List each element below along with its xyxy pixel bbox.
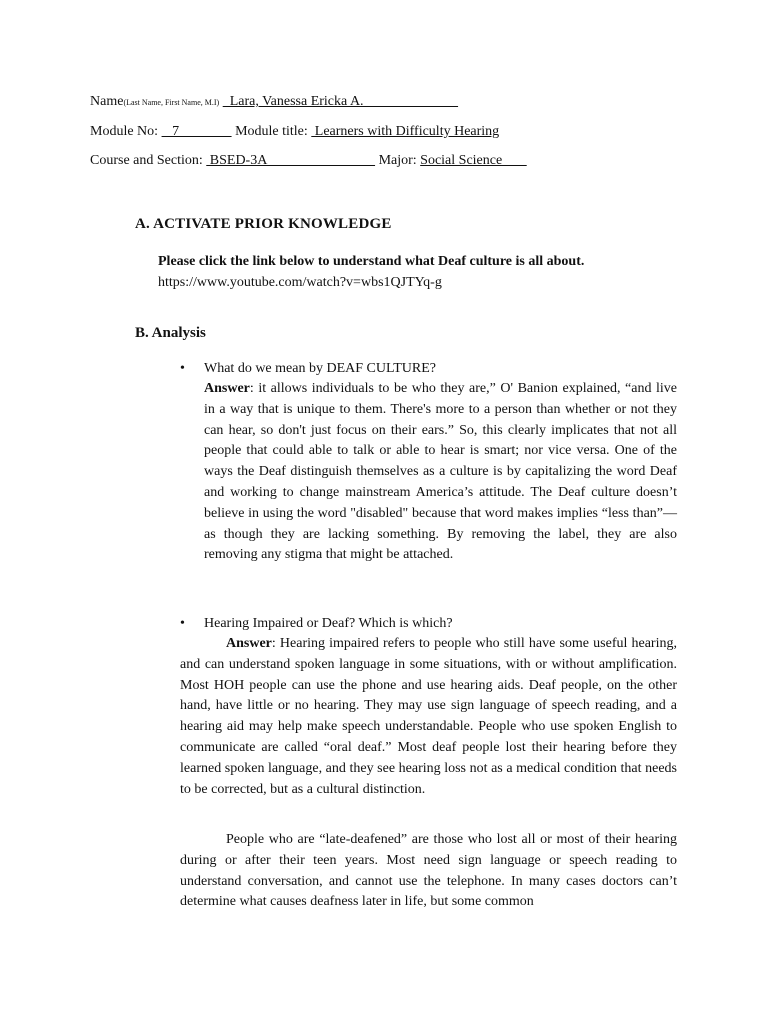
answer-2-label: Answer [226, 636, 272, 651]
course-value: BSED-3A [206, 153, 376, 168]
name-label: Name [90, 94, 124, 109]
answer-1-label: Answer [204, 381, 250, 396]
section-a-instruction: Please click the link below to understand what Deaf culture is all about. [158, 254, 585, 269]
answer-1-text: : it allows individuals to be who they are,” O' Banion explained, “and live in a way that is unique to them. There's more to a person than whether or not they can hear, so don't just focus on their ears.” So, this clearly implicates that not all people that could able to talk or able to hear is smart; nor vice versa. One of the ways the Deaf distinguish themselves as a culture is by capitalizing the word Deaf and working to change mainstream America’s attitude. The Deaf culture doesn’t believe in using the word "disabled" because that word makes implies “less than”—as though they are lacking something. By removing the label, they are also removing any stigma that might be attached. [204, 381, 677, 563]
answer-1 [204, 379, 677, 566]
answer-2-paragraph-2: People who are “late-deafened” are those who lost all or most of their hearing during or after their teen years. Most need sign language or speech reading to understand conversation, and cannot use the telephone. In many cases doctors can’t determine what causes deafness later in life, but some common [180, 832, 677, 910]
video-link[interactable]: https://www.youtube.com/watch?v=wbs1QJTYq-g [158, 275, 442, 290]
module-title-label: Module title: [235, 124, 308, 139]
answer-2-text: : Hearing impaired refers to people who still have some useful hearing, and can understand spoken language in some situations, with or without amplification. Most HOH people can use the phone and use hearing aids. Deaf people, on the other hand, have little or no hearing. They may use sign language of speech reading, and a hearing aid may help make speech understandable. People who use spoken English to communicate are called “oral deaf.” Most deaf people lost their hearing before they learned spoken language, and they see hearing loss not as a medical condition that needs to be corrected, but as a cultural distinction. [180, 636, 677, 797]
bullet-icon: • [180, 616, 185, 631]
bullet-icon: • [180, 361, 185, 376]
module-title-value: Learners with Difficulty Hearing [311, 124, 500, 139]
name-value: Lara, Vanessa Ericka A. [222, 94, 459, 109]
name-hint: (Last Name, First Name, M.I) [123, 98, 220, 107]
course-line [90, 153, 527, 169]
question-1: What do we mean by DEAF CULTURE? [204, 361, 436, 376]
section-b-title: B. Analysis [135, 325, 206, 341]
module-no-value: 7 [161, 124, 232, 139]
name-line [90, 94, 458, 110]
module-line [90, 124, 499, 140]
answer-2 [180, 634, 677, 800]
major-label: Major: [378, 153, 417, 168]
section-a-title: A. ACTIVATE PRIOR KNOWLEDGE [135, 216, 392, 232]
question-2: Hearing Impaired or Deaf? Which is which? [204, 616, 453, 631]
module-no-label: Module No: [90, 124, 159, 139]
major-value: Social Science [420, 153, 527, 168]
course-label: Course and Section: [90, 153, 203, 168]
